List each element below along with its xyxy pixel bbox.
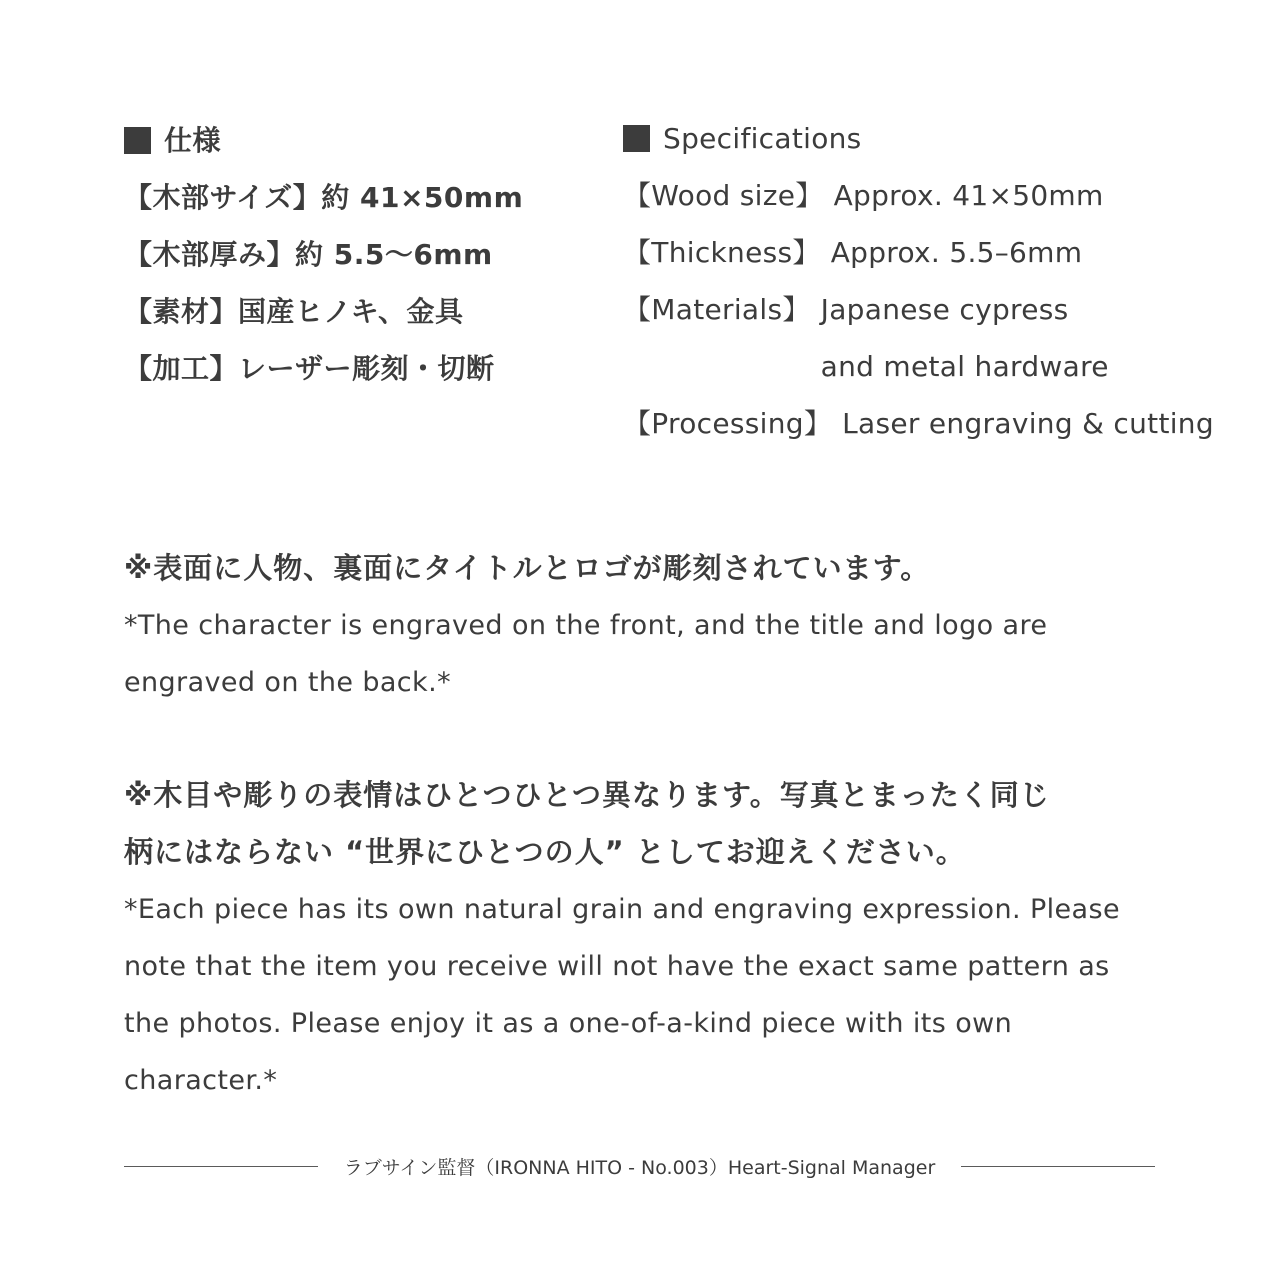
footer — [124, 1148, 1155, 1184]
spec-en-heading — [623, 110, 1223, 167]
spec-en-column — [623, 110, 1223, 452]
grain-note — [124, 767, 1159, 1109]
spec-en-label: 【Thickness】 — [623, 236, 821, 269]
spec-en-thickness — [623, 224, 1223, 281]
spec-en-label: 【Materials】 — [623, 293, 811, 326]
engraving-note — [124, 540, 1159, 711]
spec-en-value: and metal hardware — [820, 350, 1109, 383]
spec-en-label: 【Wood size】 — [623, 179, 824, 212]
spec-en-value: Japanese cypress — [820, 293, 1069, 326]
spec-jp-processing: 【加工】レーザー彫刻・切断 — [124, 352, 495, 385]
grain-note-jp-line1: ※木目や彫りの表情はひとつひとつ異なります。写真とまったく同じ — [124, 778, 1050, 812]
spec-en-processing — [623, 395, 1223, 452]
square-bullet-icon — [623, 125, 650, 152]
square-bullet-icon — [124, 127, 151, 154]
grain-note-en: *Each piece has its own natural grain and engraving expression. Please note that the item you receive will not have the exact same pattern as the photos. Please enjoy it as a one-of-a-kind piece with its own character.* — [124, 894, 1120, 1096]
spec-jp-materials: 【素材】国産ヒノキ、金具 — [124, 295, 464, 328]
spec-en-wood-size — [623, 167, 1223, 224]
spec-en-materials — [623, 281, 1223, 395]
spec-jp-heading — [124, 112, 594, 169]
footer-rule-right — [961, 1166, 1155, 1167]
spec-en-value: Approx. 5.5–6mm — [830, 236, 1083, 269]
footer-caption: ラブサイン監督（IRONNA HITO - No.003）Heart-Signal Manager — [343, 1156, 936, 1179]
spec-jp-column — [124, 112, 594, 397]
engraving-note-en: *The character is engraved on the front, and the title and logo are engraved on the back.* — [124, 610, 1048, 698]
spec-jp-thickness: 【木部厚み】約 5.5〜6mm — [124, 238, 493, 271]
footer-rule-left — [124, 1166, 318, 1167]
grain-note-jp-line2: 柄にはならない “世界にひとつの人” としてお迎えください。 — [124, 835, 966, 869]
spec-en-value-block — [821, 281, 1109, 395]
spec-jp-wood-size: 【木部サイズ】約 41×50mm — [124, 181, 524, 214]
spec-jp-heading-text: 仕様 — [164, 124, 222, 157]
spec-en-label: 【Processing】 — [623, 407, 833, 440]
spec-en-value: Laser engraving & cutting — [842, 407, 1214, 440]
spec-en-value: Approx. 41×50mm — [833, 179, 1104, 212]
spec-en-heading-text: Specifications — [663, 122, 862, 155]
engraving-note-jp: ※表面に人物、裏面にタイトルとロゴが彫刻されています。 — [124, 551, 931, 585]
